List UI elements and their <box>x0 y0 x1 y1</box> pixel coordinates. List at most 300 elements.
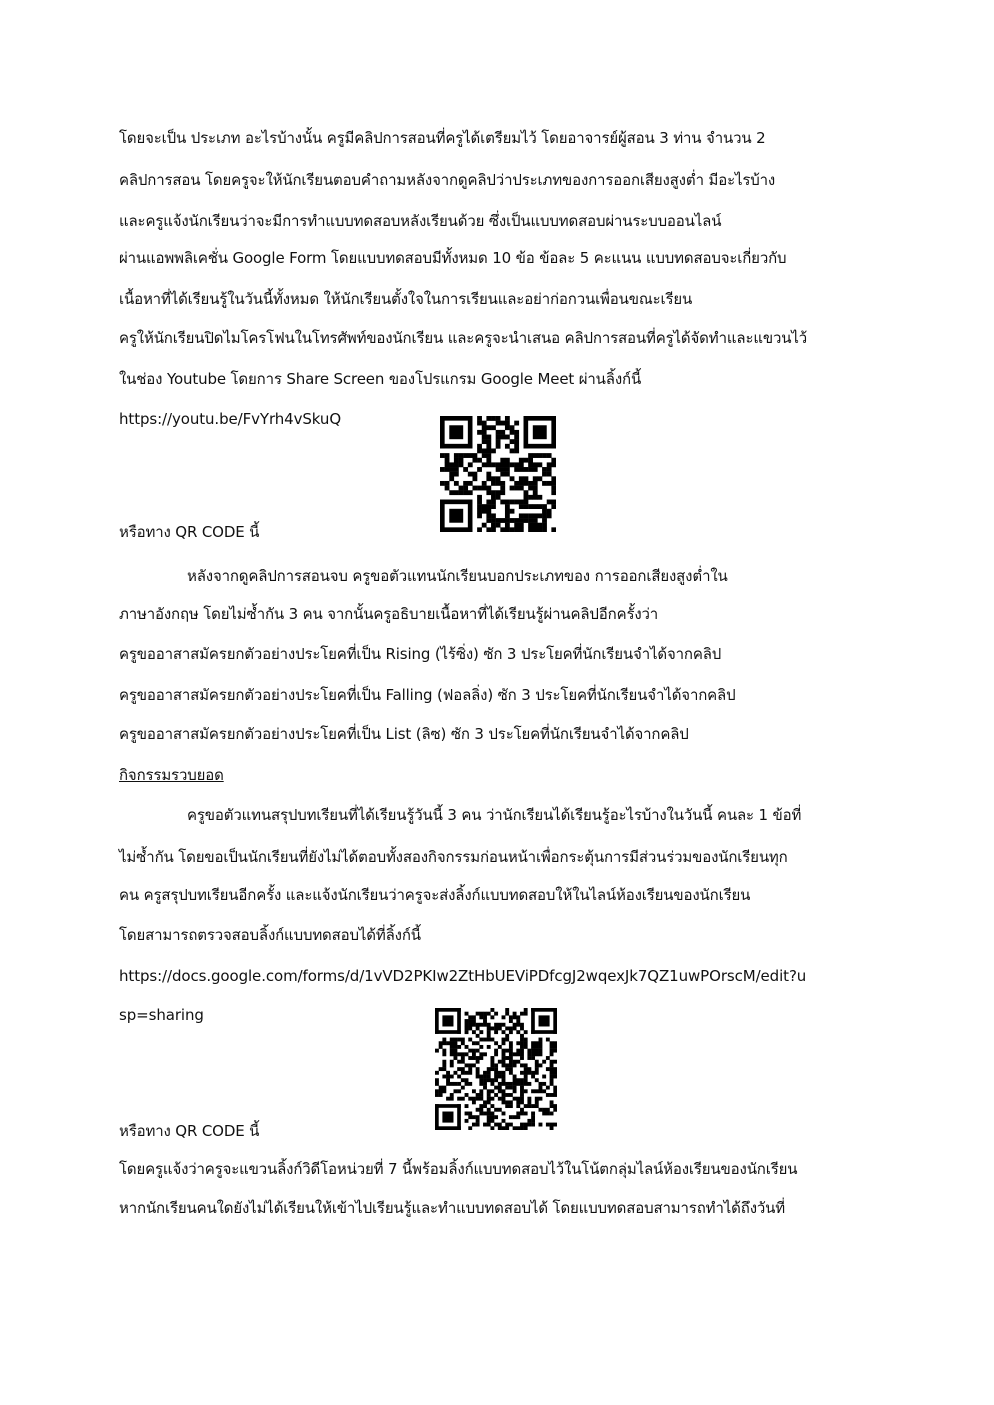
qr-module <box>519 462 524 467</box>
paragraph-line: ครูขออาสาสมัครยกตัวอย่างประโยคที่เป็น Falling (ฟอลลิ่ง) ซัก 3 ประโยคที่นักเรียนจำได้จากคลิป <box>119 686 736 704</box>
qr-module <box>542 1082 546 1086</box>
qr-module <box>494 1041 498 1045</box>
qr-module <box>505 444 510 449</box>
qr-module <box>509 1115 513 1119</box>
qr-finder <box>435 1104 439 1130</box>
qr-module <box>542 1112 546 1116</box>
qr-module <box>465 1104 469 1108</box>
qr-module <box>498 1089 502 1093</box>
qr-module <box>513 1115 517 1119</box>
qr-module <box>524 495 529 500</box>
qr-module <box>551 458 556 463</box>
qr-module <box>479 1023 483 1027</box>
qr-module <box>535 1089 539 1093</box>
qr-module <box>550 1063 554 1067</box>
qr-module <box>442 1052 446 1056</box>
qr-module <box>553 1075 557 1079</box>
qr-module <box>483 1104 487 1108</box>
qr-module <box>546 1086 550 1090</box>
qr-module <box>487 1075 491 1079</box>
qr-module <box>524 1012 528 1016</box>
qr-module <box>509 1063 513 1067</box>
qr-module <box>468 1112 472 1116</box>
qr-module <box>542 1075 546 1079</box>
qr-module <box>453 1052 457 1056</box>
qr-module <box>505 462 510 467</box>
qr-module <box>502 1060 506 1064</box>
qr-module <box>496 462 501 467</box>
qr-module <box>519 486 524 491</box>
qr-module <box>524 1071 528 1075</box>
qr-module <box>539 1097 543 1101</box>
qr-module <box>476 1115 480 1119</box>
qr-module <box>486 439 491 444</box>
qr-module <box>453 1089 457 1093</box>
qr-module <box>531 1104 535 1108</box>
qr-module <box>502 1052 506 1056</box>
qr-module <box>476 1119 480 1123</box>
qr-module <box>550 1078 554 1082</box>
qr-module <box>513 1097 517 1101</box>
qr-module <box>472 472 477 477</box>
qr-module <box>535 1060 539 1064</box>
qr-module <box>519 527 524 532</box>
form-link-continued[interactable]: sp=sharing <box>119 1006 204 1024</box>
qr-module <box>486 490 491 495</box>
qr-module <box>472 1056 476 1060</box>
qr-module <box>500 490 505 495</box>
qr-module <box>465 1045 469 1049</box>
qr-module <box>491 523 496 528</box>
qr-module <box>491 476 496 481</box>
qr-module <box>531 1045 535 1049</box>
qr-module <box>514 500 519 505</box>
qr-module <box>500 467 505 472</box>
qr-module <box>524 500 529 505</box>
qr-module <box>482 486 487 491</box>
qr-module <box>502 1100 506 1104</box>
qr-module <box>516 1023 520 1027</box>
qr-module <box>524 1126 528 1130</box>
qr-module <box>472 1123 476 1127</box>
qr-finder <box>551 416 556 448</box>
qr-module <box>502 1056 506 1060</box>
qr-module <box>531 1041 535 1045</box>
qr-module <box>550 1041 554 1045</box>
qr-module <box>524 490 529 495</box>
qr-module <box>514 448 519 453</box>
qr-module <box>510 527 515 532</box>
qr-module <box>502 1041 506 1045</box>
qr-module <box>551 481 556 486</box>
qr-module <box>439 1067 443 1071</box>
qr-module <box>483 1078 487 1082</box>
qr-module <box>505 1012 509 1016</box>
qr-module <box>468 1015 472 1019</box>
qr-module <box>486 444 491 449</box>
qr-module <box>487 1119 491 1123</box>
qr-module <box>496 444 501 449</box>
qr-module <box>535 1041 539 1045</box>
qr-module <box>527 1100 531 1104</box>
qr-module <box>459 486 464 491</box>
qr-module <box>505 1056 509 1060</box>
qr-module <box>496 476 501 481</box>
qr-module <box>465 1030 469 1034</box>
qr-module <box>468 1019 472 1023</box>
qr-module <box>439 1089 443 1093</box>
qr-module <box>513 1012 517 1016</box>
qr-module <box>465 1071 469 1075</box>
qr-module <box>513 1089 517 1093</box>
qr-module <box>519 518 524 523</box>
qr-module <box>453 1056 457 1060</box>
qr-module <box>494 1071 498 1075</box>
qr-module <box>445 486 450 491</box>
qr-module <box>516 1078 520 1082</box>
qr-module <box>494 1108 498 1112</box>
qr-module <box>457 1052 461 1056</box>
qr-module <box>502 1078 506 1082</box>
qr-module <box>553 1071 557 1075</box>
qr-module <box>490 1126 494 1130</box>
qr-module <box>479 1052 483 1056</box>
qr-module <box>520 1038 524 1042</box>
qr-module <box>479 1093 483 1097</box>
qr-module <box>490 1082 494 1086</box>
qr-module <box>528 486 533 491</box>
qr-module <box>490 1038 494 1042</box>
qr-module <box>542 523 547 528</box>
qr-module <box>439 1041 443 1045</box>
qr-module <box>463 481 468 486</box>
qr-module <box>463 486 468 491</box>
qr-module <box>459 462 464 467</box>
qr-module <box>547 472 552 477</box>
qr-module <box>483 1075 487 1079</box>
qr-module <box>479 1082 483 1086</box>
qr-module <box>450 1049 454 1053</box>
qr-module <box>514 527 519 532</box>
qr-module <box>514 467 519 472</box>
qr-module <box>491 425 496 430</box>
qr-module <box>520 1034 524 1038</box>
qr-module <box>502 1038 506 1042</box>
qr-module <box>542 1089 546 1093</box>
qr-module <box>483 1112 487 1116</box>
qr-module <box>505 1026 509 1030</box>
qr-module <box>468 453 473 458</box>
qr-module <box>550 1052 554 1056</box>
qr-module <box>509 1086 513 1090</box>
qr-module <box>494 1078 498 1082</box>
qr-module <box>537 513 542 518</box>
qr-module <box>520 1126 524 1130</box>
qr-module <box>449 490 454 495</box>
qr-module <box>505 500 510 505</box>
qr-module <box>479 1056 483 1060</box>
qr-module <box>487 1108 491 1112</box>
form-qr-code-icon[interactable] <box>435 1008 557 1130</box>
qr-module <box>465 1023 469 1027</box>
qr-module <box>442 1075 446 1079</box>
qr-module <box>528 495 533 500</box>
qr-module <box>486 504 491 509</box>
qr-module <box>491 481 496 486</box>
qr-module <box>450 1045 454 1049</box>
qr-module <box>482 430 487 435</box>
qr-module <box>496 495 501 500</box>
qr-module <box>472 1052 476 1056</box>
qr-module <box>513 1078 517 1082</box>
qr-module <box>486 435 491 440</box>
qr-module <box>486 513 491 518</box>
qr-finder <box>457 1104 461 1130</box>
qr-module <box>527 1071 531 1075</box>
qr-module <box>482 509 487 514</box>
qr-module <box>442 1067 446 1071</box>
paragraph-line: คน ครูสรุปบทเรียนอีกครั้ง และแจ้งนักเรียนว่าครูจะส่งลิ้งก์แบบทดสอบให้ในไลน์ห้องเรียนของนักเรียน <box>119 886 751 904</box>
qr-finder <box>531 1008 535 1034</box>
qr-module <box>463 467 468 472</box>
qr-module <box>482 462 487 467</box>
qr-module <box>520 1049 524 1053</box>
qr-module <box>502 1071 506 1075</box>
qr-module <box>449 476 454 481</box>
qr-module <box>500 472 505 477</box>
qr-module <box>482 448 487 453</box>
qr-module <box>454 472 459 477</box>
qr-module <box>516 1049 520 1053</box>
qr-module <box>502 1049 506 1053</box>
qr-module <box>490 1060 494 1064</box>
paragraph-line: และครูแจ้งนักเรียนว่าจะมีการทำแบบทดสอบหลังเรียนด้วย ซึ่งเป็นแบบทดสอบผ่านระบบออนไลน์ <box>119 212 722 230</box>
qr-module <box>531 1075 535 1079</box>
youtube-qr-code-icon[interactable] <box>440 416 556 532</box>
qr-module <box>519 513 524 518</box>
qr-module <box>472 476 477 481</box>
qr-module <box>502 1093 506 1097</box>
qr-module <box>491 504 496 509</box>
qr-module <box>505 1093 509 1097</box>
qr-module <box>483 1071 487 1075</box>
qr-module <box>509 1082 513 1086</box>
qr-module <box>476 1026 480 1030</box>
qr-finder <box>442 1112 453 1123</box>
qr-module <box>528 518 533 523</box>
qr-module <box>516 1030 520 1034</box>
qr-module <box>498 1075 502 1079</box>
qr-module <box>483 1123 487 1127</box>
qr-module <box>476 1049 480 1053</box>
qr-module <box>505 1086 509 1090</box>
qr-module <box>453 1038 457 1042</box>
qr-module <box>465 1082 469 1086</box>
qr-module <box>500 527 505 532</box>
qr-module <box>505 504 510 509</box>
qr-module <box>502 1082 506 1086</box>
qr-module <box>450 1063 454 1067</box>
qr-module <box>533 490 538 495</box>
qr-module <box>513 1082 517 1086</box>
qr-module <box>516 1115 520 1119</box>
qr-module <box>520 1097 524 1101</box>
qr-module <box>505 527 510 532</box>
qr-module <box>533 476 538 481</box>
qr-module <box>461 1067 465 1071</box>
qr-module <box>527 1052 531 1056</box>
paragraph-line: คลิปการสอน โดยครูจะให้นักเรียนตอบคำถามหลังจากดูคลิปว่าประเภทของการออกเสียงสูงต่ำ มีอะไรบ้าง <box>119 171 776 189</box>
qr-module <box>472 1097 476 1101</box>
qr-module <box>524 518 529 523</box>
qr-module <box>446 1078 450 1082</box>
qr-module <box>498 1108 502 1112</box>
qr-module <box>509 1123 513 1127</box>
qr-module <box>491 527 496 532</box>
qr-module <box>472 1041 476 1045</box>
qr-module <box>468 1063 472 1067</box>
paragraph-line: ครูขอตัวแทนสรุปบทเรียนที่ได้เรียนรู้วันนี้ 3 คน ว่านักเรียนได้เรียนรู้อะไรบ้างในวันนี้ คนละ 1 ข้อที่ <box>187 806 802 824</box>
qr-module <box>496 430 501 435</box>
qr-module <box>442 1041 446 1045</box>
qr-module <box>553 1049 557 1053</box>
qr-finder <box>440 444 472 449</box>
qr-module <box>453 1049 457 1053</box>
qr-module <box>461 1078 465 1082</box>
qr-module <box>527 1049 531 1053</box>
qr-module <box>491 518 496 523</box>
qr-module <box>498 1023 502 1027</box>
qr-module <box>509 1019 513 1023</box>
qr-module <box>524 1063 528 1067</box>
qr-module <box>546 1112 550 1116</box>
qr-module <box>476 1034 480 1038</box>
qr-module <box>539 1041 543 1045</box>
qr-module <box>533 462 538 467</box>
qr-module <box>496 421 501 426</box>
qr-module <box>519 523 524 528</box>
qr-module <box>468 472 473 477</box>
qr-module <box>486 472 491 477</box>
qr-module <box>472 1015 476 1019</box>
qr-module <box>533 527 538 532</box>
qr-module <box>509 1041 513 1045</box>
qr-module <box>477 509 482 514</box>
qr-module <box>472 1019 476 1023</box>
qr-module <box>509 1056 513 1060</box>
qr-module <box>553 1086 557 1090</box>
qr-module <box>505 1038 509 1042</box>
qr-module <box>516 1104 520 1108</box>
qr-module <box>494 1052 498 1056</box>
qr-module <box>533 481 538 486</box>
qr-module <box>520 1052 524 1056</box>
qr-module <box>505 435 510 440</box>
qr-module <box>516 1100 520 1104</box>
qr-module <box>542 1108 546 1112</box>
qr-module <box>461 1071 465 1075</box>
qr-module <box>527 1067 531 1071</box>
qr-module <box>505 467 510 472</box>
qr-module <box>486 458 491 463</box>
qr-finder <box>449 425 463 439</box>
qr-finder <box>440 500 472 505</box>
qr-module <box>546 1093 550 1097</box>
qr-module <box>531 1119 535 1123</box>
qr-module <box>505 509 510 514</box>
qr-module <box>502 1126 506 1130</box>
qr-module <box>482 421 487 426</box>
qr-module <box>468 1049 472 1053</box>
qr-module <box>533 504 538 509</box>
form-link[interactable]: https://docs.google.com/forms/d/1vVD2PKIw2ZtHbUEViPDfcgJ2wqexJk7QZ1uwPOrscM/edit?u <box>119 967 807 985</box>
qr-module <box>483 1100 487 1104</box>
qr-module <box>468 1038 472 1042</box>
qr-module <box>519 504 524 509</box>
qr-module <box>500 518 505 523</box>
qr-finder <box>435 1126 461 1130</box>
qr-module <box>487 1023 491 1027</box>
qr-module <box>520 1063 524 1067</box>
qr-module <box>535 1052 539 1056</box>
qr-module <box>550 1082 554 1086</box>
qr-module <box>546 1038 550 1042</box>
qr-module <box>509 1093 513 1097</box>
qr-module <box>442 1049 446 1053</box>
qr-module <box>494 1086 498 1090</box>
qr-module <box>449 467 454 472</box>
qr-module <box>457 1097 461 1101</box>
qr-module <box>487 1026 491 1030</box>
qr-module <box>502 1015 506 1019</box>
qr-module <box>524 1030 528 1034</box>
qr-module <box>486 416 491 421</box>
qr-module <box>509 1067 513 1071</box>
qr-module <box>520 1086 524 1090</box>
qr-module <box>500 458 505 463</box>
qr-module <box>490 1078 494 1082</box>
qr-module <box>487 1089 491 1093</box>
qr-module <box>450 1093 454 1097</box>
qr-module <box>483 1012 487 1016</box>
paragraph-line: โดยจะเป็น ประเภท อะไรบ้างนั้น ครูมีคลิปการสอนที่ครูได้เตรียมไว้ โดยอาจารย์ผู้สอน 3 ท่าน จำนวน 2 <box>119 129 766 147</box>
qr-module <box>524 1045 528 1049</box>
youtube-link[interactable]: https://youtu.be/FvYrh4vSkuQ <box>119 410 342 428</box>
qr-module <box>546 1056 550 1060</box>
qr-module <box>450 1097 454 1101</box>
qr-module <box>446 1075 450 1079</box>
qr-module <box>479 1012 483 1016</box>
qr-module <box>468 490 473 495</box>
qr-module <box>520 1026 524 1030</box>
qr-module <box>520 1112 524 1116</box>
qr-module <box>510 509 515 514</box>
qr-module <box>479 1015 483 1019</box>
qr-module <box>516 1097 520 1101</box>
qr-module <box>550 1049 554 1053</box>
qr-module <box>440 453 445 458</box>
paragraph-line: หากนักเรียนคนใดยังไม่ได้เรียนให้เข้าไปเรียนรู้และทำแบบทดสอบได้ โดยแบบทดสอบสามารถทำได้ถึงวันที่ <box>119 1199 785 1217</box>
qr-module <box>490 1015 494 1019</box>
qr-module <box>500 462 505 467</box>
qr-module <box>505 1104 509 1108</box>
qr-module <box>457 1075 461 1079</box>
qr-module <box>509 1060 513 1064</box>
qr-module <box>494 1123 498 1127</box>
qr-module <box>547 500 552 505</box>
qr-module <box>551 462 556 467</box>
qr-code-graphic <box>435 1008 557 1130</box>
